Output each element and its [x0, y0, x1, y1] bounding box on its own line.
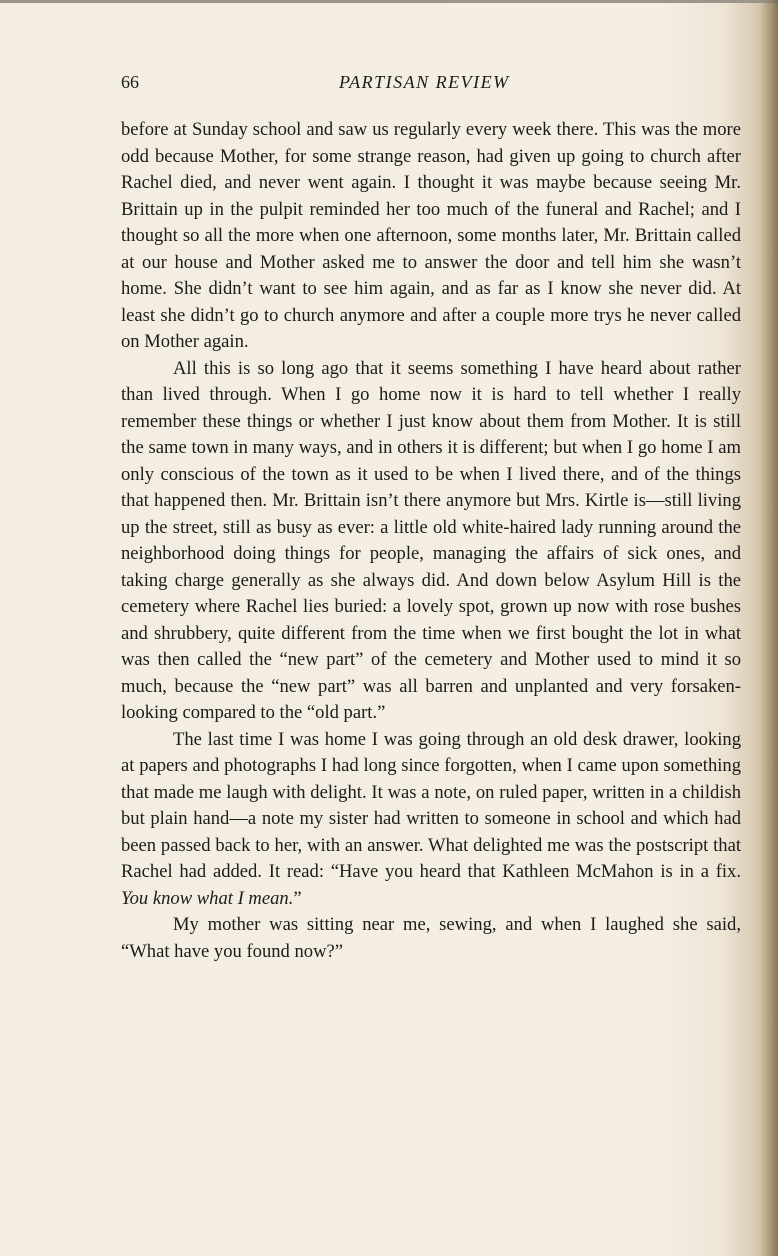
paragraph-1: before at Sunday school and saw us regularly every week there. This was the more odd because Mother, for some strange reason, had given up going to church after Rachel died, and never went again. I thought it was maybe because seeing Mr. Brittain up in the pulpit reminded her too much of the funeral and Rachel; and I thought so all the more when one afternoon, some months later, Mr. Brittain called at our house and Mother asked me to answer the door and tell him she wasn’t home. She didn’t want to see him again, and as far as I know she never did. At least she didn’t go to church anymore and after a couple more trys he never called on Mother again.: [121, 119, 741, 352]
page-number: 66: [121, 72, 139, 92]
running-head: PARTISAN REVIEW: [339, 72, 510, 92]
paragraph-3-text-before-italic: The last time I was home I was going through an old desk drawer, looking at papers and photographs I had long since forgotten, when I came upon something that made me laugh with delight. It was a note, on ruled paper, written in a childish but plain hand—a note my sister had written to someone in school and which had been passed back to her, with an answer. What delighted me was the postscript that Rachel had added. It read: “Have you heard that Kathleen McMahon is in a fix.: [121, 728, 741, 882]
page-header: [121, 72, 741, 96]
paragraph-3-text-after-italic: ”: [293, 887, 302, 909]
paragraph-2: All this is so long ago that it seems something I have heard about rather than lived through. When I go home now it is hard to tell whether I really remember these things or whether I just know about them from Mother. It is still the same town in many ways, and in others it is different; but when I go home I am only conscious of the town as it used to be when I lived there, and of the things that happened then. Mr. Brittain isn’t there anymore but Mrs. Kirtle is—still living up the street, still as busy as ever: a little old white-haired lady running around the neighborhood doing things for people, managing the affairs of sick ones, and taking charge generally as she always did. And down below Asylum Hill is the cemetery where Rachel lies buried: a lovely spot, grown up now with rose bushes and shrubbery, quite different from the time when we first bought the lot in what was then called the “new part” of the cemetery and Mother used to mind it so much, because the “new part” was all barren and unplanted and very forsaken-looking compared to the “old part.”: [121, 357, 741, 723]
paragraph-3-italic-text: You know what I mean.: [121, 887, 294, 909]
page-top-edge: [0, 0, 778, 3]
body-text: [121, 117, 741, 965]
paragraph-3: [121, 727, 741, 913]
spine-shadow: [760, 0, 778, 1256]
paragraph-4: My mother was sitting near me, sewing, and when I laughed she said, “What have you found now?”: [121, 914, 741, 962]
